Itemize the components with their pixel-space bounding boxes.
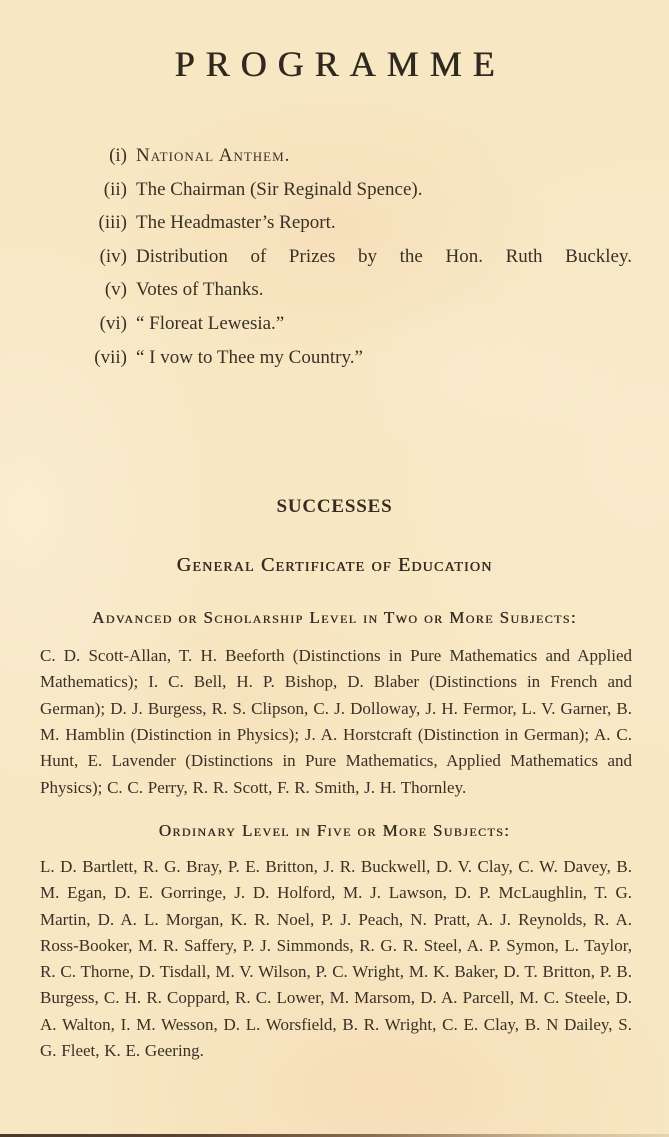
item-numeral: (vi) <box>99 312 127 334</box>
programme-item <box>0 341 669 375</box>
item-text: Distribution of Prizes by the Hon. Ruth Buckley. <box>136 245 632 267</box>
programme-item <box>0 173 669 207</box>
programme-list <box>0 139 669 374</box>
item-numeral: (i) <box>109 145 127 166</box>
item-text: “ Floreat Lewesia.” <box>136 312 285 334</box>
gce-heading: General Certificate of Education <box>176 554 493 577</box>
ordinary-level-heading: Ordinary Level in Five or More Subjects: <box>158 820 511 840</box>
item-numeral: (ii) <box>103 178 127 200</box>
page-title: PROGRAMME <box>174 44 506 84</box>
advanced-level-names: C. D. Scott-Allan, T. H. Beeforth (Distinctions in Pure Mathematics and Applied Mathematics); I. C. Bell, H. P. Bishop, D. Blaber (Distinctions in French and German); D. J. Burgess, R. S. Clipson, C. J. Dolloway, J. H. Fermor, L. V. Garner, B. M. Hamblin (Distinction in Physics); J. A. Horstcraft (Distinction in German); A. C. Hunt, E. Lavender (Distinctions in Pure Mathematics, Applied Mathematics and Physics); C. C. Perry, R. R. Scott, F. R. Smith, J. H. Thornley. <box>40 646 632 797</box>
item-text: Votes of Thanks. <box>136 279 264 301</box>
programme-item <box>0 273 669 307</box>
ordinary-level-names: L. D. Bartlett, R. G. Bray, P. E. Britton, J. R. Buckwell, D. V. Clay, C. W. Davey, B. M. Egan, D. E. Gorringe, J. D. Holford, M. J. Lawson, D. P. McLaughlin, T. G. Martin, D. A. L. Morgan, K. R. Noel, P. J. Peach, N. Pratt, A. J. Reynolds, R. A. Ross-Booker, M. R. Saffery, P. J. Simmonds, R. G. R. Steel, A. P. Symon, L. Taylor, R. C. Thorne, D. Tisdall, M. V. Wilson, P. C. Wright, M. K. Baker, D. T. Britton, P. B. Burgess, C. H. R. Coppard, R. C. Lower, M. Marsom, D. A. Parcell, M. C. Steele, D. A. Walton, I. M. Wesson, D. L. Worsfield, B. R. Wright, C. E. Clay, B. N Dailey, S. G. Fleet, K. E. Geering. <box>40 856 632 1061</box>
item-numeral: (iv) <box>99 245 127 267</box>
programme-item <box>0 206 669 240</box>
item-numeral: (vii) <box>94 346 127 368</box>
item-text: National Anthem. <box>136 145 291 166</box>
programme-item <box>0 307 669 341</box>
successes-heading: SUCCESSES <box>276 496 393 518</box>
item-numeral: (iii) <box>98 212 127 234</box>
item-numeral: (v) <box>104 279 127 301</box>
item-text: The Chairman (Sir Reginald Spence). <box>136 178 423 200</box>
item-text: The Headmaster’s Report. <box>136 212 336 234</box>
item-text: “ I vow to Thee my Country.” <box>136 346 363 368</box>
programme-item <box>0 240 669 274</box>
programme-item <box>0 139 669 173</box>
advanced-level-heading: Advanced or Scholarship Level in Two or More Subjects: <box>92 608 577 628</box>
